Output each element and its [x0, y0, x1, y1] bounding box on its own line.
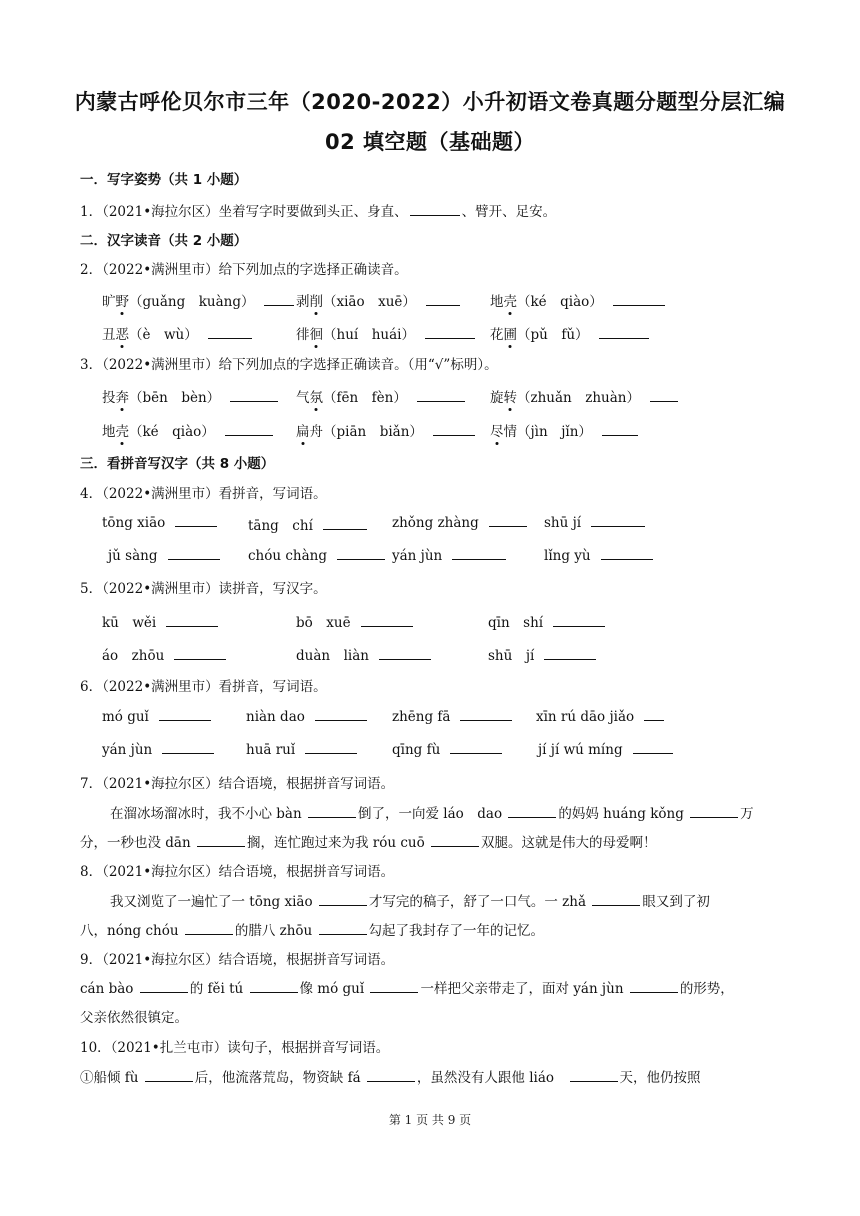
question-2-item — [490, 323, 651, 343]
pinyin-options: （è wù） — [129, 327, 198, 343]
question-5-item — [296, 644, 433, 664]
word-char: 气 — [296, 390, 310, 406]
dotted-char: 野 — [115, 294, 129, 310]
pinyin-prompt: shū jí — [544, 515, 582, 531]
question-2-item — [296, 323, 477, 343]
pinyin-prompt: chóu chàng — [248, 548, 328, 564]
pinyin-prompt: qīng fù — [392, 742, 441, 758]
pinyin-prompt: kū wěi — [102, 615, 157, 631]
question-8-line-2: 八，nóng chóu 的腊八 zhōu 勾起了我封存了一年的记忆。 — [80, 923, 545, 939]
answer-blank[interactable] — [308, 805, 356, 818]
section-heading-2: 二．汉字读音（共 2 小题） — [80, 233, 248, 249]
question-2-item — [490, 290, 667, 310]
dotted-char: 氛 — [309, 390, 323, 406]
word-char: 情 — [503, 424, 517, 440]
question-7-line-1: 在溜冰场溜冰时，我不小心 bàn 倒了，一向爱 láo dao 的妈妈 huáng kǒng 万 — [110, 806, 754, 822]
dotted-char: 尽 — [490, 424, 504, 440]
question-3-item — [296, 420, 477, 440]
pinyin-prompt: tōng xiāo — [102, 515, 166, 531]
word-char: 地 — [102, 424, 116, 440]
question-4-stem: 4．（2022•满洲里市）看拼音，写词语。 — [80, 486, 327, 502]
question-10-stem: 10．（2021•扎兰屯市）读句子，根据拼音写词语。 — [80, 1040, 390, 1056]
page-subtitle: 02 填空题（基础题） — [324, 130, 536, 154]
page-title: 内蒙古呼伦贝尔市三年（2020-2022）小升初语文卷真题分题型分层汇编 — [74, 90, 786, 114]
answer-blank[interactable] — [319, 922, 367, 935]
question-6-item — [246, 741, 359, 758]
answer-blank[interactable] — [230, 389, 278, 402]
question-9-line-1: cán bào 的 fěi tú 像 mó guǐ 一样把父亲带走了，面对 yán jùn 的形势， — [80, 981, 734, 997]
pinyin-prompt: jí jí wú míng — [538, 742, 623, 758]
answer-blank[interactable] — [544, 647, 596, 660]
answer-blank[interactable] — [197, 834, 245, 847]
dotted-char: 削 — [309, 294, 323, 310]
word-char: 旋 — [490, 390, 504, 406]
dotted-char: 徊 — [309, 327, 323, 343]
question-8-line-1: 我又浏览了一遍忙了一 tōng xiāo 才写完的稿子，舒了一口气。一 zhǎ 眼又到了初 — [110, 894, 710, 910]
question-3-item — [490, 386, 680, 406]
question-6-item — [102, 741, 216, 758]
answer-blank[interactable] — [337, 547, 385, 560]
word-char: 徘 — [296, 327, 310, 343]
question-3-stem: 3．（2022•满洲里市）给下列加点的字选择正确读音。（用“√”标明）。 — [80, 357, 498, 373]
answer-blank[interactable] — [379, 647, 431, 660]
pinyin-options: （ké qiào） — [129, 424, 215, 440]
pinyin-prompt: huā ruǐ — [246, 742, 296, 758]
answer-blank[interactable] — [601, 547, 653, 560]
answer-blank[interactable] — [208, 326, 252, 339]
dotted-char: 圃 — [503, 327, 517, 343]
question-3-item — [296, 386, 467, 406]
pinyin-prompt: lǐng yù — [544, 548, 591, 564]
answer-blank[interactable] — [460, 708, 512, 721]
question-7-stem: 7．（2021•海拉尔区）结合语境，根据拼音写词语。 — [80, 776, 395, 792]
pinyin-options: （jìn jǐn） — [517, 424, 592, 440]
question-8-stem: 8．（2021•海拉尔区）结合语境，根据拼音写词语。 — [80, 864, 395, 880]
answer-blank[interactable] — [264, 293, 294, 306]
question-6-stem: 6．（2022•满洲里市）看拼音，写词语。 — [80, 679, 327, 695]
dotted-char: 转 — [503, 390, 517, 406]
question-2-item — [102, 290, 296, 310]
question-4-item — [102, 514, 219, 531]
answer-blank[interactable] — [305, 741, 357, 754]
answer-blank[interactable] — [174, 647, 226, 660]
question-5-item — [488, 644, 598, 664]
answer-blank[interactable] — [426, 293, 460, 306]
pinyin-options: （bēn bèn） — [129, 390, 221, 406]
answer-blank[interactable] — [315, 708, 367, 721]
pinyin-prompt: yán jùn — [392, 548, 443, 564]
pinyin-prompt: niàn dao — [246, 709, 305, 725]
answer-blank[interactable] — [417, 389, 465, 402]
question-6-item — [538, 741, 675, 758]
question-6-item — [392, 708, 514, 725]
pinyin-prompt: zhǒng zhàng — [392, 515, 479, 531]
answer-blank[interactable] — [630, 980, 678, 993]
dotted-char: 壳 — [115, 424, 129, 440]
pinyin-prompt: zhēng fā — [392, 709, 451, 725]
answer-blank[interactable] — [690, 805, 738, 818]
question-2-item — [102, 323, 254, 343]
question-4-item — [392, 514, 529, 531]
answer-blank[interactable] — [633, 741, 673, 754]
answer-blank[interactable] — [140, 980, 188, 993]
pinyin-options: （piān biǎn） — [323, 424, 423, 440]
answer-blank[interactable] — [433, 423, 475, 436]
answer-blank[interactable] — [175, 514, 217, 527]
pinyin-prompt: shū jí — [488, 648, 535, 664]
pinyin-options: （zhuǎn zhuàn） — [517, 390, 640, 406]
pinyin-prompt: bō xuē — [296, 615, 351, 631]
answer-blank[interactable] — [370, 980, 418, 993]
answer-blank[interactable] — [452, 547, 506, 560]
dotted-char: 恶 — [115, 327, 129, 343]
answer-blank[interactable] — [650, 389, 678, 402]
question-6-item — [536, 708, 666, 725]
word-char: 地 — [490, 294, 504, 310]
pinyin-prompt: xīn rú dāo jiǎo — [536, 709, 635, 725]
answer-blank[interactable] — [602, 423, 638, 436]
question-5-item — [488, 611, 607, 631]
dotted-char: 奔 — [115, 390, 129, 406]
dotted-char: 扁 — [296, 424, 310, 440]
question-10-line-1: ①船倾 fù 后，他流落荒岛，物资缺 fá ，虽然没有人跟他 liáo 天，他仍按照 — [80, 1070, 701, 1086]
question-5-item — [102, 644, 228, 664]
page-footer: 第 1 页 共 9 页 — [388, 1113, 472, 1127]
question-4-item — [544, 547, 655, 564]
answer-blank[interactable] — [644, 708, 664, 721]
answer-blank[interactable] — [431, 834, 479, 847]
pinyin-options: （xiāo xuē） — [323, 294, 416, 310]
question-6-item — [392, 741, 504, 758]
answer-blank[interactable] — [570, 1069, 618, 1082]
pinyin-prompt: duàn liàn — [296, 648, 369, 664]
question-3-item — [490, 420, 640, 440]
answer-blank[interactable] — [166, 614, 218, 627]
answer-blank[interactable] — [592, 893, 640, 906]
question-1: 1．（2021•海拉尔区）坐着写字时要做到头正、身直、 、臂开、足安。 — [80, 204, 557, 220]
answer-blank[interactable] — [361, 614, 413, 627]
pinyin-options: （pǔ fǔ） — [517, 327, 589, 343]
question-5-item — [296, 611, 415, 631]
question-2-item — [296, 290, 462, 310]
answer-blank[interactable] — [591, 514, 645, 527]
answer-blank[interactable] — [168, 547, 220, 560]
answer-blank[interactable] — [367, 1069, 415, 1082]
word-char: 剥 — [296, 294, 310, 310]
question-9-line-2: 父亲依然很镇定。 — [80, 1010, 188, 1026]
answer-blank[interactable] — [319, 893, 367, 906]
question-4-item — [108, 547, 222, 564]
dotted-char: 壳 — [503, 294, 517, 310]
question-4-item — [544, 514, 647, 531]
section-heading-3: 三．看拼音写汉字（共 8 小题） — [80, 456, 275, 472]
question-4-item — [248, 514, 369, 534]
question-6-item — [246, 708, 369, 725]
word-char: 旷 — [102, 294, 116, 310]
pinyin-options: （fēn fèn） — [323, 390, 407, 406]
pinyin-prompt: jǔ sàng — [108, 548, 158, 564]
question-5-stem: 5．（2022•满洲里市）读拼音，写汉字。 — [80, 581, 327, 597]
word-char: 花 — [490, 327, 504, 343]
question-6-item — [102, 708, 213, 725]
question-3-item — [102, 386, 280, 406]
question-9-stem: 9．（2021•海拉尔区）结合语境，根据拼音写词语。 — [80, 952, 395, 968]
answer-blank[interactable] — [599, 326, 649, 339]
answer-blank[interactable] — [162, 741, 214, 754]
answer-blank[interactable] — [225, 423, 273, 436]
question-4-item — [392, 547, 508, 564]
answer-blank[interactable] — [613, 293, 665, 306]
pinyin-prompt: áo zhōu — [102, 648, 165, 664]
question-3-item — [102, 420, 275, 440]
pinyin-prompt: mó guǐ — [102, 709, 149, 725]
pinyin-options: （guǎng kuàng） — [129, 294, 255, 310]
word-char: 投 — [102, 390, 116, 406]
answer-blank[interactable] — [425, 326, 475, 339]
question-5-item — [102, 611, 220, 631]
question-7-line-2: 分，一秒也没 dān 搁，连忙跑过来为我 róu cuō 双腿。这就是伟大的母爱啊！ — [80, 835, 657, 851]
pinyin-options: （ké qiào） — [517, 294, 603, 310]
pinyin-options: （huí huái） — [323, 327, 415, 343]
pinyin-prompt: yán jùn — [102, 742, 153, 758]
answer-blank[interactable] — [159, 708, 211, 721]
question-4-item — [248, 547, 387, 564]
answer-blank[interactable] — [250, 980, 298, 993]
answer-blank[interactable] — [450, 741, 502, 754]
answer-blank[interactable] — [185, 922, 233, 935]
answer-blank[interactable] — [553, 614, 605, 627]
answer-blank[interactable] — [323, 517, 367, 530]
pinyin-prompt: tāng chí — [248, 518, 313, 534]
pinyin-prompt: qīn shí — [488, 615, 544, 631]
word-char: 舟 — [309, 424, 323, 440]
answer-blank[interactable] — [410, 203, 460, 216]
question-2-stem: 2．（2022•满洲里市）给下列加点的字选择正确读音。 — [80, 262, 408, 278]
section-heading-1: 一．写字姿势（共 1 小题） — [80, 172, 248, 188]
answer-blank[interactable] — [489, 514, 527, 527]
word-char: 丑 — [102, 327, 116, 343]
answer-blank[interactable] — [145, 1069, 193, 1082]
answer-blank[interactable] — [508, 805, 556, 818]
